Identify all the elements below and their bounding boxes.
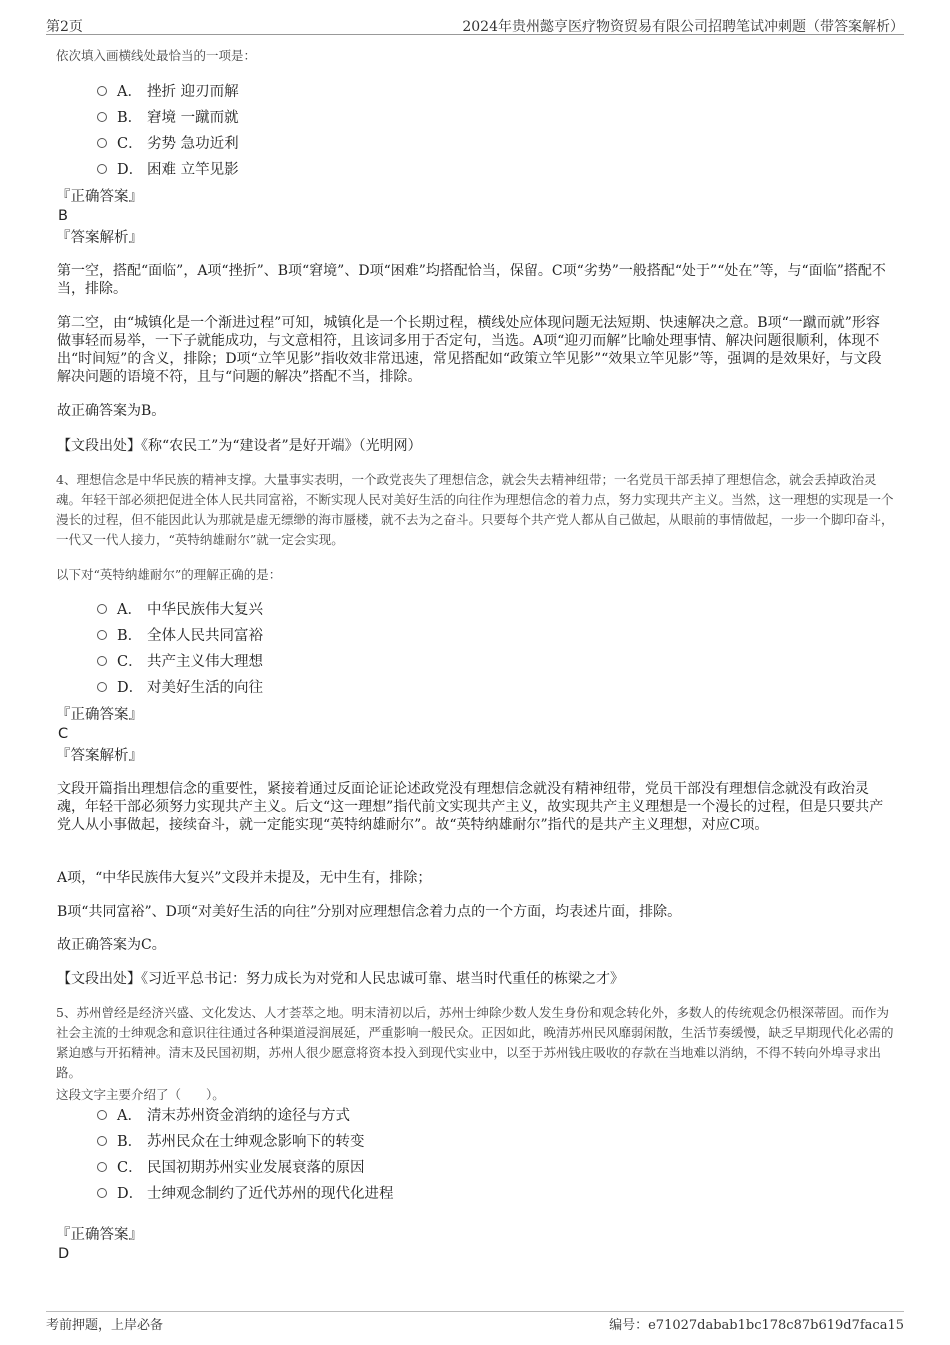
footer-divider bbox=[46, 1311, 904, 1312]
q5-stem: 5、苏州曾经是经济兴盛、文化发达、人才荟萃之地。明末清初以后，苏州士绅除少数人发生身份和观念转化外，多数人的传统观念仍根深蒂固。而作为社会主流的士绅观念和意识往往通过各种渠道浸润展延，严重影响一般民众。正因如此，晚清苏州民风靡弱闲散，生活节奏缓慢，缺乏早期现代化必需的紧迫感与开拓精神。清末及民国初期，苏州人很少愿意将资本投入到现代实业中，以至于苏州钱庄吸收的存款在当地难以消纳，不得不转向外埠寻求出路。 bbox=[56, 1005, 894, 1080]
radio-icon[interactable] bbox=[97, 630, 107, 640]
q4-analysis-label: 『答案解析』 bbox=[56, 748, 143, 764]
q4-conclusion: 故正确答案为C。 bbox=[57, 937, 166, 953]
page-number: 第2页 bbox=[46, 19, 83, 35]
q3-prompt: 依次填入画横线处最恰当的一项是： bbox=[56, 48, 257, 63]
q4-answer-label: 『正确答案』 bbox=[56, 707, 143, 723]
radio-icon[interactable] bbox=[97, 86, 107, 96]
q5-answer: D bbox=[58, 1246, 70, 1262]
q5-option-b[interactable]: B． 苏州民众在士绅观念影响下的转变 bbox=[97, 1132, 365, 1152]
q3-source: 【文段出处】《称“农民工”为“建设者”是好开端》（光明网） bbox=[57, 438, 422, 454]
radio-icon[interactable] bbox=[97, 682, 107, 692]
q4-source: 【文段出处】《习近平总书记：努力成长为对党和人民忠诚可靠、堪当时代重任的栋梁之才》 bbox=[57, 971, 624, 987]
q3-analysis-label: 『答案解析』 bbox=[56, 230, 143, 246]
q3-option-d[interactable]: D． 困难 立竿见影 bbox=[97, 160, 239, 180]
q5-option-c[interactable]: C． 民国初期苏州实业发展衰落的原因 bbox=[97, 1158, 365, 1178]
radio-icon[interactable] bbox=[97, 1110, 107, 1120]
q5-option-a[interactable]: A． 清末苏州资金消纳的途径与方式 bbox=[97, 1106, 350, 1126]
q4-option-d[interactable]: D． 对美好生活的向往 bbox=[97, 678, 263, 698]
radio-icon[interactable] bbox=[97, 1136, 107, 1146]
document-id: 编号：e71027dabab1bc178c87b619d7faca15 bbox=[609, 1318, 904, 1333]
q5-answer-label: 『正确答案』 bbox=[56, 1227, 143, 1243]
radio-icon[interactable] bbox=[97, 112, 107, 122]
q5-prompt: 这段文字主要介绍了（ ）。 bbox=[56, 1087, 225, 1102]
q4-analysis-paragraph-1: 文段开篇指出理想信念的重要性，紧接着通过反面论证论述政党没有理想信念就没有精神纽带，党员干部没有理想信念就没有政治灵魂，年轻干部必须努力实现共产主义。后文“这一理想”指代前文实现共产主义，故实现共产主义理想是一个漫长的过程，但是只要共产党人从小事做起，接续奋斗，就一定能实现“英特纳雄耐尔”。故“英特纳雄耐尔”指代的是共产主义理想，对应C项。 bbox=[57, 781, 884, 833]
radio-icon[interactable] bbox=[97, 138, 107, 148]
radio-icon[interactable] bbox=[97, 604, 107, 614]
q4-option-c[interactable]: C． 共产主义伟大理想 bbox=[97, 652, 263, 672]
q3-option-c[interactable]: C． 劣势 急功近利 bbox=[97, 134, 239, 154]
q3-analysis-paragraph-2: 第二空，由“城镇化是一个渐进过程”可知，城镇化是一个长期过程，横线处应体现问题无法短期、快速解决之意。B项“一蹴而就”形容做事轻而易举，一下子就能成功，与文意相符，且该词多用于否定句，当选。A项“迎刃而解”比喻处理事情、解决问题很顺利，体现不出“时间短”的含义，排除；D项“立竿见影”指收效非常迅速，常见搭配如“政策立竿见影”“效果立竿见影”等，强调的是效果好，与文段解决问题的语境不符，且与“问题的解决”搭配不当，排除。 bbox=[57, 315, 882, 385]
q3-analysis-paragraph-1: 第一空，搭配“面临”，A项“挫折”、B项“窘境”、D项“困难”均搭配恰当，保留。C项“劣势”一般搭配“处于”“处在”等，与“面临”搭配不当，排除。 bbox=[57, 263, 886, 297]
q4-analysis-paragraph-2: A项，“中华民族伟大复兴”文段并未提及，无中生有，排除； bbox=[57, 870, 432, 886]
q4-answer: C bbox=[58, 726, 69, 742]
q3-answer: B bbox=[58, 208, 68, 224]
footer-slogan: 考前押题，上岸必备 bbox=[46, 1318, 164, 1333]
q5-option-d[interactable]: D． 士绅观念制约了近代苏州的现代化进程 bbox=[97, 1184, 394, 1204]
radio-icon[interactable] bbox=[97, 164, 107, 174]
document-title: 2024年贵州懿亨医疗物资贸易有限公司招聘笔试冲刺题（带答案解析） bbox=[462, 19, 904, 35]
q4-prompt: 以下对“英特纳雄耐尔”的理解正确的是： bbox=[56, 567, 282, 582]
q4-option-a[interactable]: A． 中华民族伟大复兴 bbox=[97, 600, 263, 620]
q4-stem: 4、理想信念是中华民族的精神支撑。大量事实表明，一个政党丧失了理想信念，就会失去精神纽带；一名党员干部丢掉了理想信念，就会丢掉政治灵魂。年轻干部必须把促进全体人民共同富裕，不断实现人民对美好生活的向往作为理想信念的着力点，努力实现共产主义。当然，这一理想的实现是一个漫长的过程，但不能因此认为那就是虚无缥缈的海市蜃楼，就不去为之奋斗。只要每个共产党人都从自己做起，从眼前的事情做起，一步一个脚印奋斗，一代又一代人接力，“英特纳雄耐尔”就一定会实现。 bbox=[56, 472, 894, 547]
radio-icon[interactable] bbox=[97, 1162, 107, 1172]
q3-option-b[interactable]: B． 窘境 一蹴而就 bbox=[97, 108, 239, 128]
header-divider bbox=[46, 34, 904, 35]
q4-analysis-paragraph-3: B项“共同富裕”、D项“对美好生活的向往”分别对应理想信念着力点的一个方面，均表述片面，排除。 bbox=[57, 904, 682, 920]
radio-icon[interactable] bbox=[97, 656, 107, 666]
q3-conclusion: 故正确答案为B。 bbox=[57, 403, 166, 419]
q3-answer-label: 『正确答案』 bbox=[56, 189, 143, 205]
q3-option-a[interactable]: A． 挫折 迎刃而解 bbox=[97, 82, 239, 102]
q4-option-b[interactable]: B． 全体人民共同富裕 bbox=[97, 626, 263, 646]
radio-icon[interactable] bbox=[97, 1188, 107, 1198]
